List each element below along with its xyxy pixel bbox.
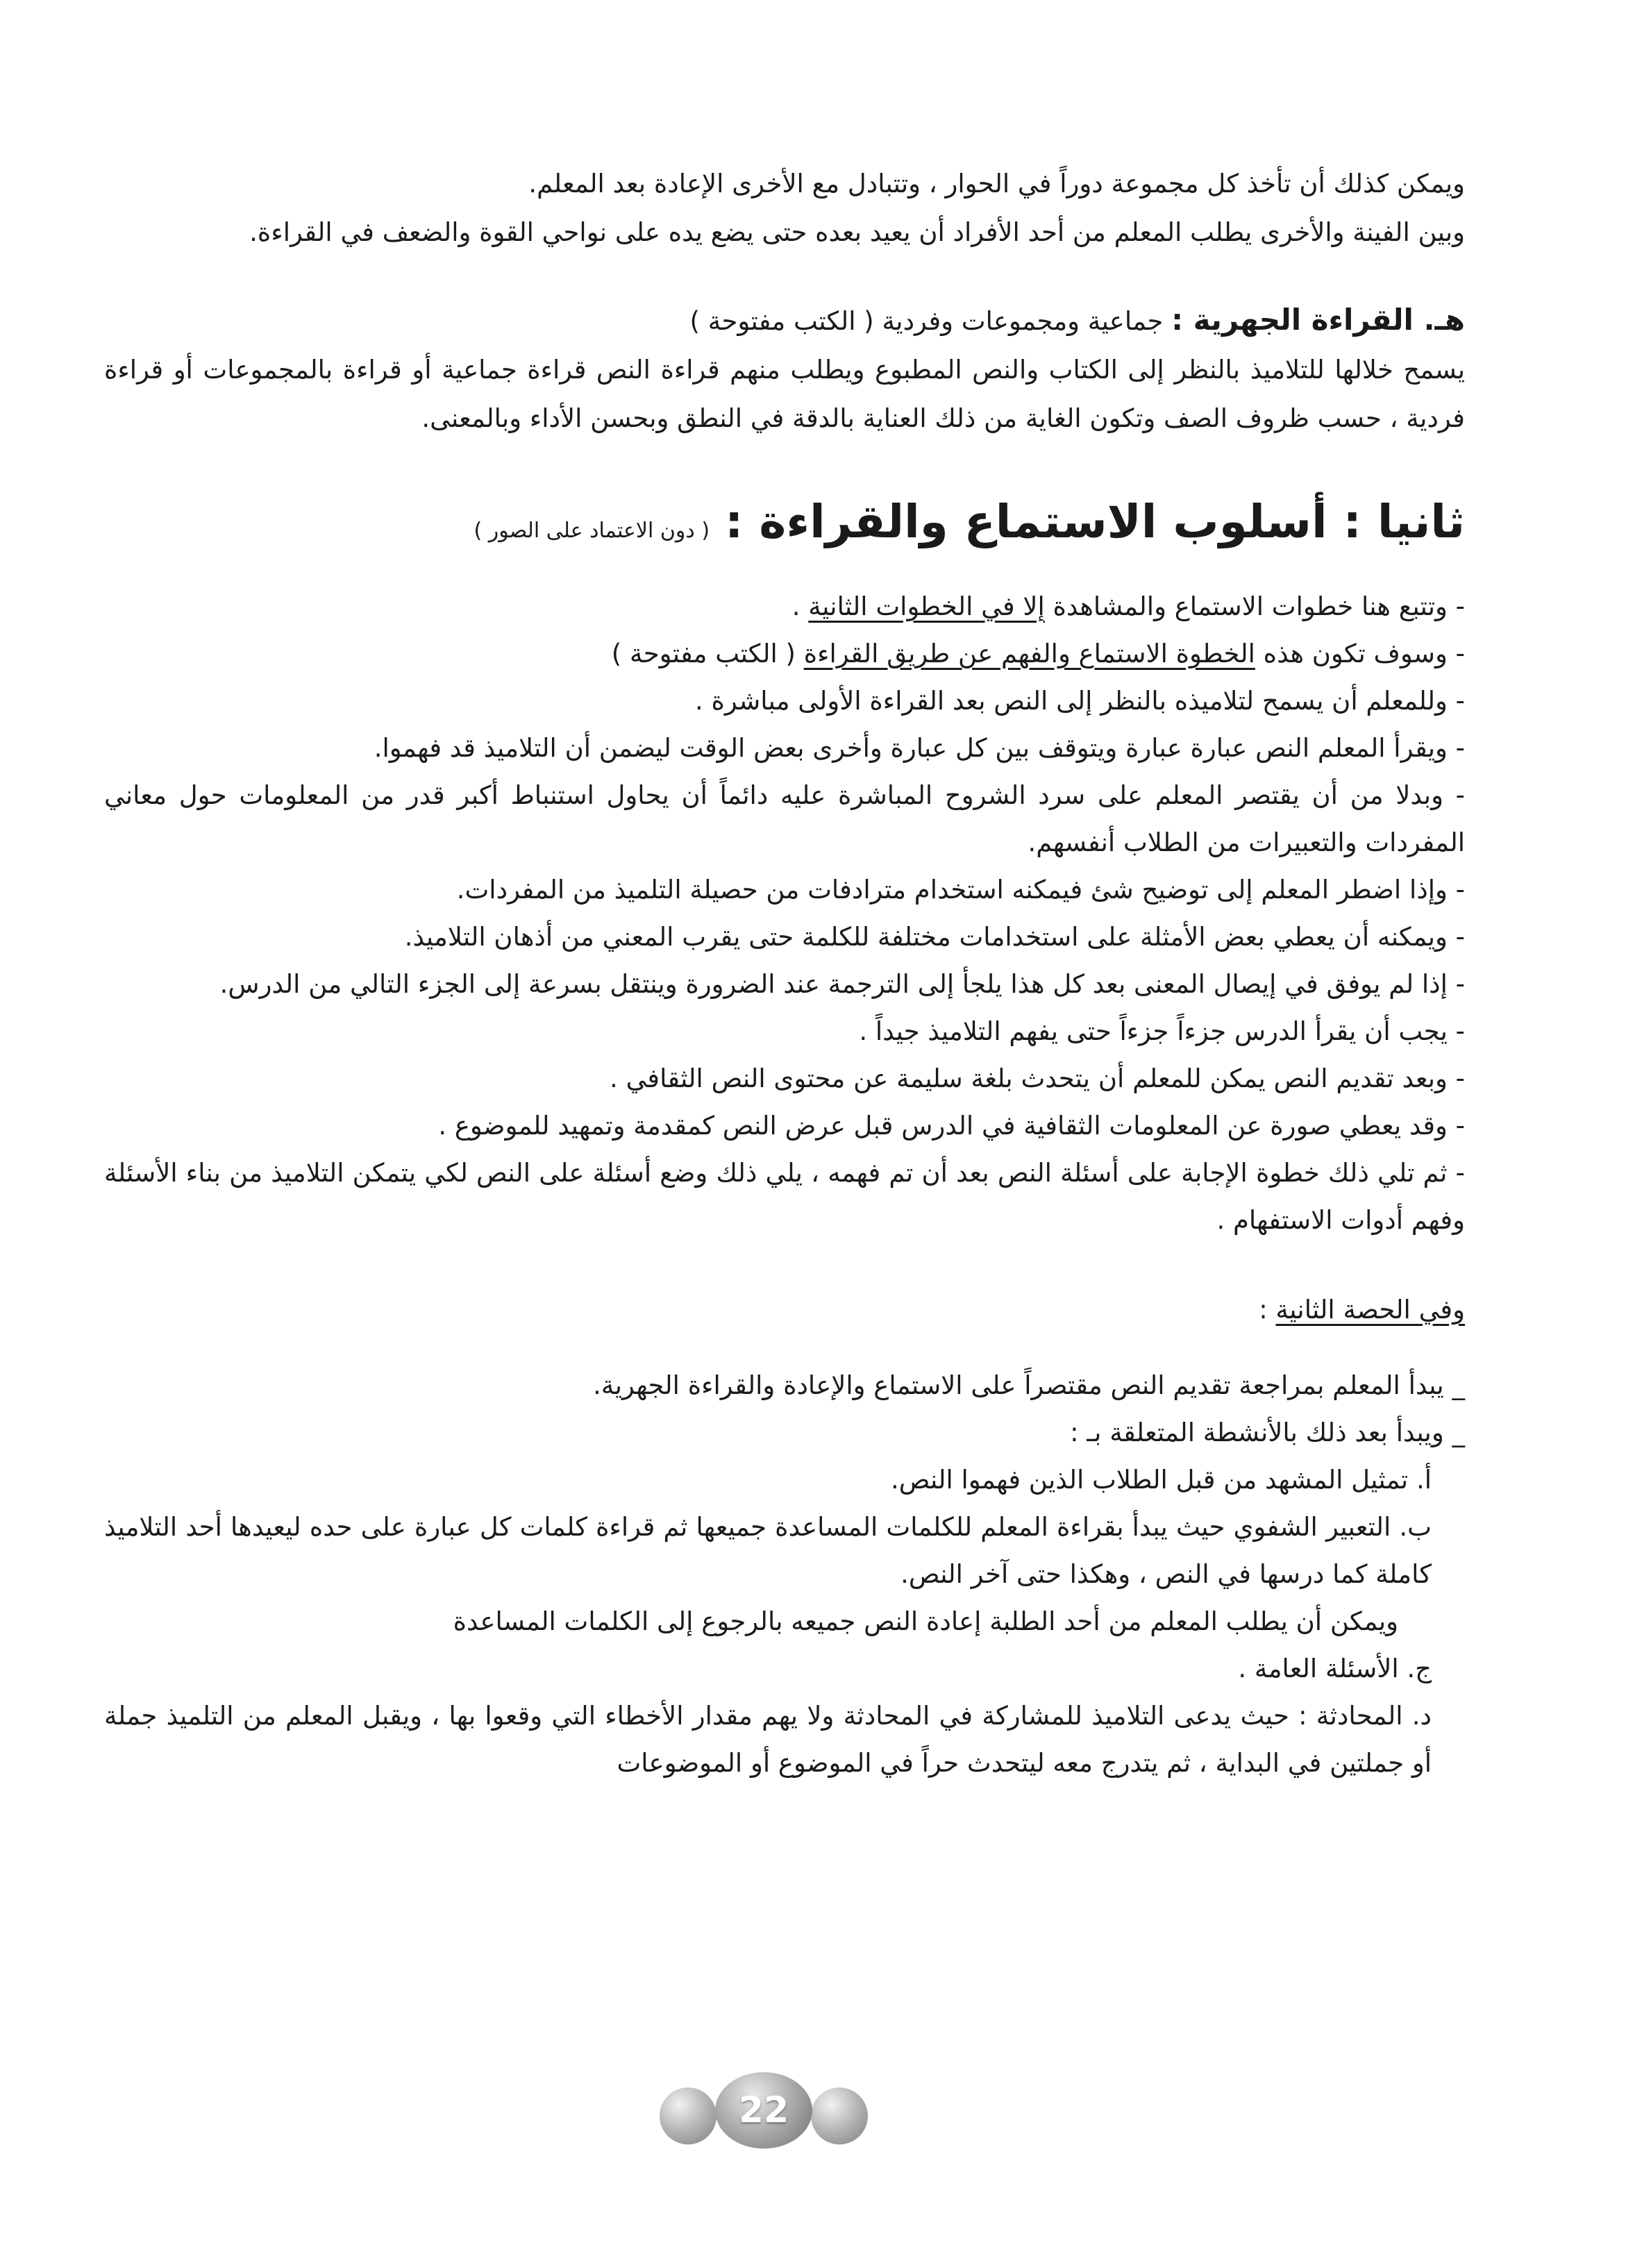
loud-reading-subtitle: جماعية ومجموعات وفردية ( الكتب مفتوحة ) (689, 306, 1164, 336)
list-item: - يجب أن يقرأ الدرس جزءاً جزءاً حتى يفهم التلاميذ جيداً . (859, 1016, 1465, 1046)
page-number: 22 (738, 2090, 789, 2131)
intro-line-2: وبين الفينة والأخرى يطلب المعلم من أحد الأفراد أن يعيد بعده حتى يضع يده على نواحي القوة والضعف في القراءة. (249, 217, 1465, 247)
activity-item-b-cont: ويمكن أن يطلب المعلم من أحد الطلبة إعادة النص جميعه بالرجوع إلى الكلمات المساعدة (453, 1606, 1398, 1636)
list-item: - وبدلا من أن يقتصر المعلم على سرد الشروح المباشرة عليه دائماً أن يحاول استنباط أكبر قدر من المعلومات حول معاني المفردات والتعبيرات من الطلاب أنفسهم. (104, 780, 1465, 857)
section-two-note: ( دون الاعتماد على الصور ) (473, 519, 710, 543)
activity-item-d: د. المحادثة : حيث يدعى التلاميذ للمشاركة في المحادثة ولا يهم مقدار الأخطاء التي وقعوا بها ، ويقبل المعلم من التلميذ جملة أو جملتين في البداية ، ثم يتدرج معه ليتحدث حراً في الموضوع أو الموضوعات (104, 1701, 1432, 1778)
list-item: - وإذا اضطر المعلم إلى توضيح شئ فيمكنه استخدام مترادفات من حصيلة التلميذ من المفردات. (456, 875, 1465, 905)
section-two-heading (104, 495, 1465, 548)
list-item: - إذا لم يوفق في إيصال المعنى بعد كل هذا يلجأ إلى الترجمة عند الضرورة وينتقل بسرعة إلى الجزء التالي من الدرس. (219, 969, 1465, 999)
loud-reading-heading (104, 296, 1465, 346)
second-period-heading: وفي الحصة الثانية : (1259, 1295, 1465, 1325)
decor-ball-left (660, 2088, 716, 2144)
intro-line-1: ويمكن كذلك أن تأخذ كل مجموعة دوراً في الحوار ، وتتبادل مع الأخرى الإعادة بعد المعلم. (528, 169, 1465, 199)
activity-item-c: ج. الأسئلة العامة . (1238, 1654, 1432, 1683)
list-item: - ويقرأ المعلم النص عبارة عبارة ويتوقف بين كل عبارة وأخرى بعض الوقت ليضمن أن التلاميذ قد فهموا. (374, 733, 1465, 763)
loud-reading-label: هـ. القراءة الجهرية : (1171, 303, 1465, 337)
second-period-list (104, 1362, 1465, 1787)
section-two-title: ثانيا : أسلوب الاستماع والقراءة : (725, 495, 1465, 548)
list-item: _ ويبدأ بعد ذلك بالأنشطة المتعلقة بـ : (1070, 1418, 1465, 1447)
page-number-badge (660, 2072, 868, 2149)
second-period-title: وفي الحصة الثانية (1275, 1295, 1465, 1325)
list-item: - ثم تلي ذلك خطوة الإجابة على أسئلة النص بعد أن تم فهمه ، يلي ذلك وضع أسئلة على النص لكي يتمكن التلاميذ من بناء الأسئلة وفهم أدوات الاستفهام . (104, 1158, 1465, 1235)
list-item: - وتتبع هنا خطوات الاستماع والمشاهدة إلا في الخطوات الثانية . (791, 591, 1465, 621)
decor-ball-right (811, 2088, 868, 2144)
loud-reading-body: يسمح خلالها للتلاميذ بالنظر إلى الكتاب والنص المطبوع ويطلب منهم قراءة النص قراءة جماعية أو قراءة بالمجموعات أو قراءة فردية ، حسب ظروف الصف وتكون الغاية من ذلك العناية بالدقة في النطق وبحسن الأداء وبالمعنى. (104, 355, 1465, 433)
list-item: - ويمكنه أن يعطي بعض الأمثلة على استخدامات مختلفة للكلمة حتى يقرب المعني من أذهان التلاميذ. (404, 922, 1465, 952)
list-item: _ يبدأ المعلم بمراجعة تقديم النص مقتصراً على الاستماع والإعادة والقراءة الجهرية. (593, 1370, 1465, 1400)
decor-ball-center (715, 2072, 812, 2149)
list-item: - وسوف تكون هذه الخطوة الاستماع والفهم عن طريق القراءة ( الكتب مفتوحة ) (611, 639, 1465, 669)
page-content (104, 160, 1465, 1787)
list-item: - وبعد تقديم النص يمكن للمعلم أن يتحدث بلغة سليمة عن محتوى النص الثقافي . (610, 1064, 1465, 1093)
list-item: - وللمعلم أن يسمح لتلاميذه بالنظر إلى النص بعد القراءة الأولى مباشرة . (694, 686, 1465, 716)
activity-item-a: أ. تمثيل المشهد من قبل الطلاب الذين فهموا النص. (890, 1465, 1432, 1495)
list-item: - وقد يعطي صورة عن المعلومات الثقافية في الدرس قبل عرض النص كمقدمة وتمهيد للموضوع . (438, 1111, 1465, 1141)
activity-item-b: ب. التعبير الشفوي حيث يبدأ بقراءة المعلم للكلمات المساعدة جميعها ثم قراءة كلمات كل عبارة على حده ليعيدها أحد التلاميذ كاملة كما درسها في النص ، وهكذا حتى آخر النص. (104, 1512, 1432, 1589)
steps-list (104, 583, 1465, 1244)
